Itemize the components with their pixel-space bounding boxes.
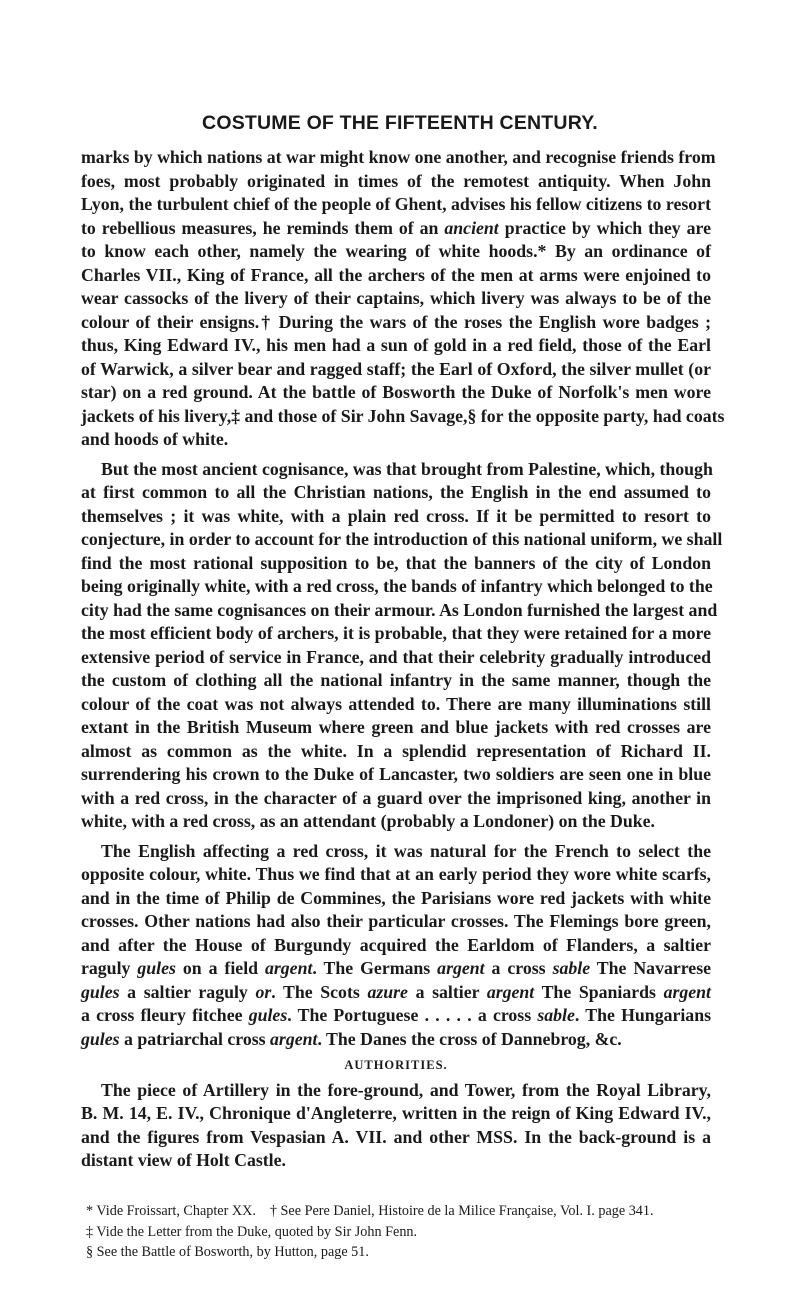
text-line: themselves ; it was white, with a plain red cross. If it be permitted to resort to	[81, 505, 711, 526]
text-line: of Warwick, a silver bear and ragged staff; the Earl of Oxford, the silver mullet (or	[81, 358, 711, 379]
text-line: find the most rational supposition to be, that the banners of the city of London	[81, 552, 711, 573]
text-line: B. M. 14, E. IV., Chronique d'Angleterre, written in the reign of King Edward IV.,	[81, 1103, 711, 1123]
text-line: and the figures from Vespasian A. VII. and other MSS. In the back-ground is a	[81, 1126, 711, 1147]
text-line: with a red cross, in the character of a guard over the imprisoned king, another in	[81, 787, 711, 808]
text-line: crosses. Other nations had also their particular crosses. The Flemings bore green,	[81, 911, 711, 931]
footnote: § See the Battle of Bosworth, by Hutton, page 51.	[86, 1244, 369, 1260]
text-line: and after the House of Burgundy acquired the Earldom of Flanders, a saltier	[81, 934, 711, 955]
text-line: at first common to all the Christian nations, the English in the end assumed to	[81, 482, 711, 502]
paragraph-3	[81, 840, 711, 1052]
text-line: surrendering his crown to the Duke of Lancaster, two soldiers are seen one in blue	[81, 764, 711, 784]
text-line: the custom of clothing all the national infantry in the same manner, though the	[81, 670, 711, 690]
text-line: gules a saltier raguly or. The Scots azure a saltier argent The Spaniards argent	[81, 981, 712, 1002]
paragraph-authorities	[81, 1079, 711, 1173]
text-line: thus, King Edward IV., his men had a sun of gold in a red field, those of the Earl	[81, 335, 711, 355]
text-line: foes, most probably originated in times of the remotest antiquity. When John	[81, 170, 711, 191]
footnote: † See Pere Daniel, Histoire de la Milice Française, Vol. I. page 341.	[269, 1203, 654, 1219]
text-line: marks by which nations at war might know one another, and recognise friends from	[81, 147, 716, 167]
text-line: being originally white, with a red cross, the bands of infantry which belonged to the	[81, 576, 713, 596]
text-line: city had the same cognisances on their armour. As London furnished the largest and	[81, 599, 718, 620]
footnotes	[86, 1201, 716, 1263]
text-line: But the most ancient cognisance, was that brought from Palestine, which, though	[101, 458, 713, 479]
text-line: The English affecting a red cross, it was natural for the French to select the	[101, 840, 711, 861]
text-line: wear cassocks of the livery of their captains, which livery was always to be of the	[81, 288, 711, 308]
authorities-heading: AUTHORITIES.	[344, 1058, 448, 1072]
paragraph-1	[81, 146, 725, 452]
text-line: star) on a red ground. At the battle of Bosworth the Duke of Norfolk's men wore	[81, 382, 711, 402]
footnote: * Vide Froissart, Chapter XX.	[86, 1203, 256, 1219]
text-line: extant in the British Museum where green and blue jackets with red crosses are	[81, 717, 711, 737]
text-line: conjecture, in order to account for the introduction of this national uniform, we shall	[81, 529, 723, 549]
text-line: opposite colour, white. Thus we find that at an early period they wore white scarfs,	[81, 864, 711, 884]
text-line: the most efficient body of archers, it is probable, that they were retained for a more	[81, 623, 711, 643]
text-line: The piece of Artillery in the fore-ground, and Tower, from the Royal Library,	[101, 1079, 711, 1100]
text-line: distant view of Holt Castle.	[81, 1150, 286, 1170]
text-line: almost as common as the white. In a splendid representation of Richard II.	[81, 740, 711, 761]
text-line: and in the time of Philip de Commines, the Parisians wore red jackets with white	[81, 887, 711, 908]
text-line: colour of the coat was not always attended to. There are many illuminations still	[81, 693, 711, 714]
text-line: Lyon, the turbulent chief of the people of Ghent, advises his fellow citizens to resort	[81, 194, 711, 214]
paragraph-2	[81, 458, 723, 834]
footnote-line	[86, 1201, 716, 1222]
text-line: raguly gules on a field argent. The Germans argent a cross sable The Navarrese	[81, 958, 712, 978]
body-text	[81, 146, 725, 1173]
text-line: white, with a red cross, as an attendant (probably a Londoner) on the Duke.	[81, 811, 656, 831]
text-line: Charles VII., King of France, all the archers of the men at arms were enjoined to	[81, 264, 711, 285]
text-line: gules a patriarchal cross argent. The Danes the cross of Dannebrog, &c.	[81, 1028, 622, 1049]
footnote: ‡ Vide the Letter from the Duke, quoted by Sir John Fenn.	[86, 1223, 418, 1240]
text-line: to know each other, namely the wearing of white hoods.* By an ordinance of	[81, 241, 711, 261]
text-line: a cross fleury fitchee gules. The Portuguese . . . . . a cross sable. The Hungarians	[81, 1005, 712, 1025]
text-line: extensive period of service in France, and that their celebrity gradually introduced	[81, 646, 711, 667]
text-line: colour of their ensigns.† During the wars of the roses the English wore badges ;	[81, 311, 711, 332]
text-line: and hoods of white.	[81, 429, 229, 449]
text-line: to rebellious measures, he reminds them of an ancient practice by which they are	[81, 217, 712, 238]
text-line: jackets of his livery,‡ and those of Sir John Savage,§ for the opposite party, had coats	[81, 405, 725, 426]
page-title: COSTUME OF THE FIFTEENTH CENTURY.	[202, 112, 598, 134]
